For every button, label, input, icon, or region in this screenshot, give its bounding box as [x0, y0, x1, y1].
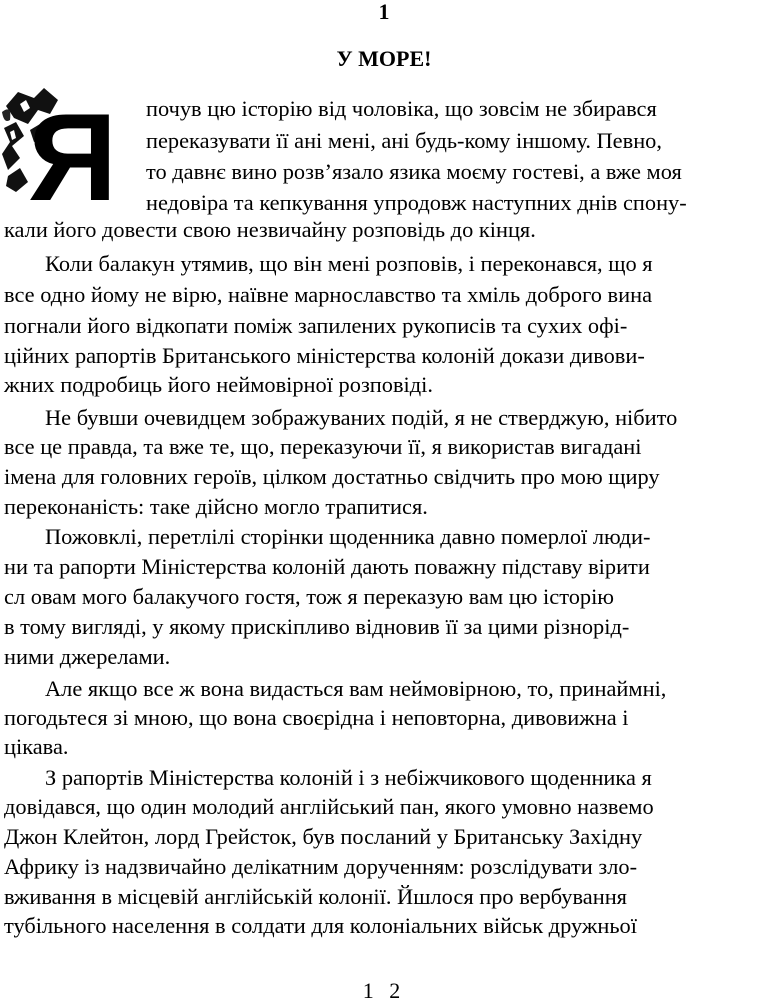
text-line: почув цю історію від чоловіка, що зовсім не збирався — [146, 96, 657, 121]
text-line: Коли балакун утямив, що він мені розповів, і переконався, що я — [45, 251, 653, 276]
text-line: цікава. — [4, 734, 69, 759]
text-line: все одно йому не вірю, наївне марнославство та хміль доброго вина — [4, 282, 653, 307]
text-line: ними джерелами. — [4, 644, 171, 669]
text-line: погнали його відкопати поміж запилених рукописів та сухих офі- — [4, 313, 628, 338]
dropcap-illustration — [0, 84, 128, 206]
text-line: сл овам мого балакучого гостя, тож я переказую вам цю історію — [4, 584, 615, 609]
page-number-bottom: 1 2 — [362, 978, 406, 1003]
text-line: Пожовклі, перетлілі сторінки щоденника давно померлої люди- — [45, 524, 651, 549]
text-line: недовіра та кепкування упродовж наступних днів спону- — [146, 190, 687, 215]
text-line: кали його довести свою незвичайну розповідь до кінця. — [4, 217, 536, 242]
text-line: то давнє вино розв’язало язика моєму гостеві, а вже моя — [146, 159, 682, 184]
text-line: тубільного населення в солдати для колоніальних військ дружньої — [4, 913, 637, 938]
text-line: все це правда, та вже те, що, переказуючи її, я використав вигадані — [4, 434, 642, 459]
text-line: Але якщо все ж вона видасться вам неймовірною, то, принаймні, — [45, 676, 667, 701]
text-line: імена для головних героїв, цілком достатньо свідчить про мою щиру — [4, 464, 660, 489]
chapter-title: У МОРЕ! — [336, 46, 432, 71]
text-line: погодьтеся зі мною, що вона своєрідна і неповторна, дивовижна і — [4, 705, 629, 730]
page-number-top: 1 — [378, 0, 390, 24]
text-line: довідався, що один молодий англійський пан, якого умовно назвемо — [4, 794, 654, 819]
text-line: переказувати її ані мені, ані будь-кому іншому. Певно, — [146, 128, 662, 153]
text-line: ційних рапортів Британського міністерства колоній докази дивови- — [4, 343, 645, 368]
text-line: ни та рапорти Міністерства колоній дають поважну підставу вірити — [4, 554, 650, 579]
text-line: переконаність: таке дійсно могло трапитися. — [4, 494, 428, 519]
text-line: Джон Клейтон, лорд Грейсток, був посланий у Британську Західну — [4, 824, 643, 849]
text-line: вживання в місцевій англійській колонії. Йшлося про вербування — [4, 884, 627, 909]
text-line: жних подробиць його неймовірної розповіді. — [4, 372, 433, 397]
text-line: З рапортів Міністерства колоній і з небіжчикового щоденника я — [45, 765, 652, 790]
text-line: в тому вигляді, у якому прискіпливо відновив її за цими різнорід- — [4, 614, 630, 639]
dropcap-letter: Я — [28, 89, 118, 206]
text-line: Африку із надзвичайно делікатним дорученням: розслідувати зло- — [4, 854, 638, 879]
text-line: Не бувши очевидцем зображуваних подій, я не стверджую, нібито — [45, 405, 678, 430]
